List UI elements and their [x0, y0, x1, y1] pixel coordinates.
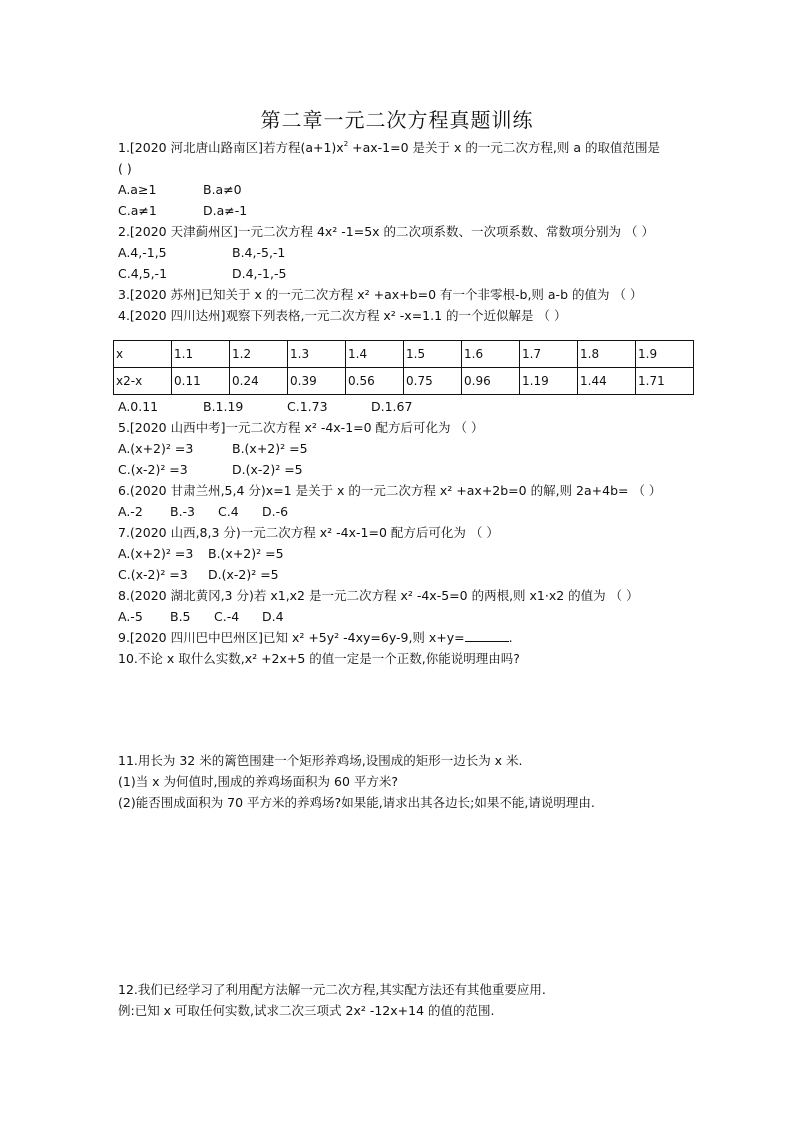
option-c: C.4 [218, 504, 239, 519]
option-d: D.(x-2)² =5 [232, 462, 303, 477]
option-a: A.-2 [118, 504, 143, 519]
option-b: B.-3 [170, 504, 196, 519]
table-cell: 0.96 [462, 368, 520, 395]
option-b: B.4,-5,-1 [232, 245, 286, 260]
question-6: 6.(2020 甘肃兰州,5,4 分)x=1 是关于 x 的一元二次方程 x² +ax+2b=0 的解,则 2a+4b= （ ） [118, 483, 662, 498]
table-cell: 1.9 [636, 341, 694, 368]
question-8: 8.(2020 湖北黄冈,3 分)若 x1,x2 是一元二次方程 x² -4x-5=0 的两根,则 x1·x2 的值为 （ ） [118, 588, 639, 603]
option-c: C.4,5,-1 [118, 266, 168, 281]
question-11: 11.用长为 32 米的篱笆围建一个矩形养鸡场,设围成的矩形一边长为 x 米. [118, 753, 523, 768]
table-row [114, 368, 694, 395]
table-cell: 1.6 [462, 341, 520, 368]
table-cell: 1.7 [520, 341, 578, 368]
option-a: A.0.11 [118, 399, 159, 414]
option-c: C.(x-2)² =3 [118, 462, 188, 477]
option-c: C.-4 [214, 609, 240, 624]
option-b: B.(x+2)² =5 [232, 441, 308, 456]
option-a: A.-5 [118, 609, 143, 624]
question-9 [118, 630, 513, 646]
table-cell: 1.1 [172, 341, 230, 368]
option-d: D.(x-2)² =5 [208, 567, 279, 582]
table-cell: x [114, 341, 172, 368]
table-cell: 1.4 [346, 341, 404, 368]
question-7: 7.(2020 山西,8,3 分)一元二次方程 x² -4x-1=0 配方后可化为 （ ） [118, 525, 499, 540]
option-d: D.-6 [262, 504, 289, 519]
option-b: B.1.19 [203, 399, 244, 414]
table-cell: 0.56 [346, 368, 404, 395]
question-5: 5.[2020 山西中考]一元二次方程 x² -4x-1=0 配方后可化为 （ ） [118, 420, 484, 435]
table-cell: 1.3 [288, 341, 346, 368]
table-cell: 1.8 [578, 341, 636, 368]
option-d: D.4 [262, 609, 284, 624]
table-cell: 0.11 [172, 368, 230, 395]
table-row [114, 341, 694, 368]
question-9-tail: . [508, 630, 513, 645]
question-12: 12.我们已经学习了利用配方法解一元二次方程,其实配方法还有其他重要应用. [118, 982, 546, 997]
question-3: 3.[2020 苏州]已知关于 x 的一元二次方程 x² +ax+b=0 有一个非零根-b,则 a-b 的值为 （ ） [118, 287, 643, 302]
option-c: C.1.73 [287, 399, 328, 414]
option-d: D.a≠-1 [203, 203, 248, 218]
option-b: B.5 [170, 609, 191, 624]
question-2: 2.[2020 天津蓟州区]一元二次方程 4x² -1=5x 的二次项系数、一次项系数、常数项分别为 （ ） [118, 224, 654, 239]
answer-blank [465, 630, 509, 642]
question-1-suffix: +ax-1=0 是关于 x 的一元二次方程,则 a 的取值范围是 [348, 140, 660, 155]
table-cell: 1.19 [520, 368, 578, 395]
superscript: 2 [343, 140, 349, 148]
table-cell: 0.24 [230, 368, 288, 395]
table-cell: 1.5 [404, 341, 462, 368]
table-cell: 1.71 [636, 368, 694, 395]
option-b: B.(x+2)² =5 [208, 546, 284, 561]
option-c: C.a≠1 [118, 203, 157, 218]
question-1 [118, 140, 660, 156]
option-a: A.(x+2)² =3 [118, 546, 194, 561]
question-12-example: 例:已知 x 可取任何实数,试求二次三项式 2x² -12x+14 的值的范围. [118, 1003, 495, 1018]
answer-paren: ( ) [118, 161, 132, 176]
question-9-text: 9.[2020 四川巴中巴州区]已知 x² +5y² -4xy=6y-9,则 x+y= [118, 630, 465, 645]
option-c: C.(x-2)² =3 [118, 567, 188, 582]
question-10: 10.不论 x 取什么实数,x² +2x+5 的值一定是一个正数,你能说明理由吗? [118, 651, 520, 666]
question-4: 4.[2020 四川达州]观察下列表格,一元二次方程 x² -x=1.1 的一个近似解是 （ ） [118, 308, 567, 323]
question-1-prefix: 1.[2020 河北唐山路南区]若方程(a+1)x [118, 140, 344, 155]
table-cell: 1.2 [230, 341, 288, 368]
option-d: D.4,-1,-5 [232, 266, 287, 281]
option-a: A.4,-1,5 [118, 245, 167, 260]
option-d: D.1.67 [371, 399, 413, 414]
value-table [113, 340, 694, 395]
table-cell: x2-x [114, 368, 172, 395]
table-cell: 0.75 [404, 368, 462, 395]
table-cell: 1.44 [578, 368, 636, 395]
question-11-part-2: (2)能否围成面积为 70 平方米的养鸡场?如果能,请求出其各边长;如果不能,请说明理由. [118, 795, 595, 810]
page-title: 第二章一元二次方程真题训练 [260, 108, 534, 132]
option-a: A.a≥1 [118, 182, 157, 197]
table-cell: 0.39 [288, 368, 346, 395]
option-b: B.a≠0 [203, 182, 242, 197]
question-11-part-1: (1)当 x 为何值时,围成的养鸡场面积为 60 平方米? [118, 774, 399, 789]
option-a: A.(x+2)² =3 [118, 441, 194, 456]
